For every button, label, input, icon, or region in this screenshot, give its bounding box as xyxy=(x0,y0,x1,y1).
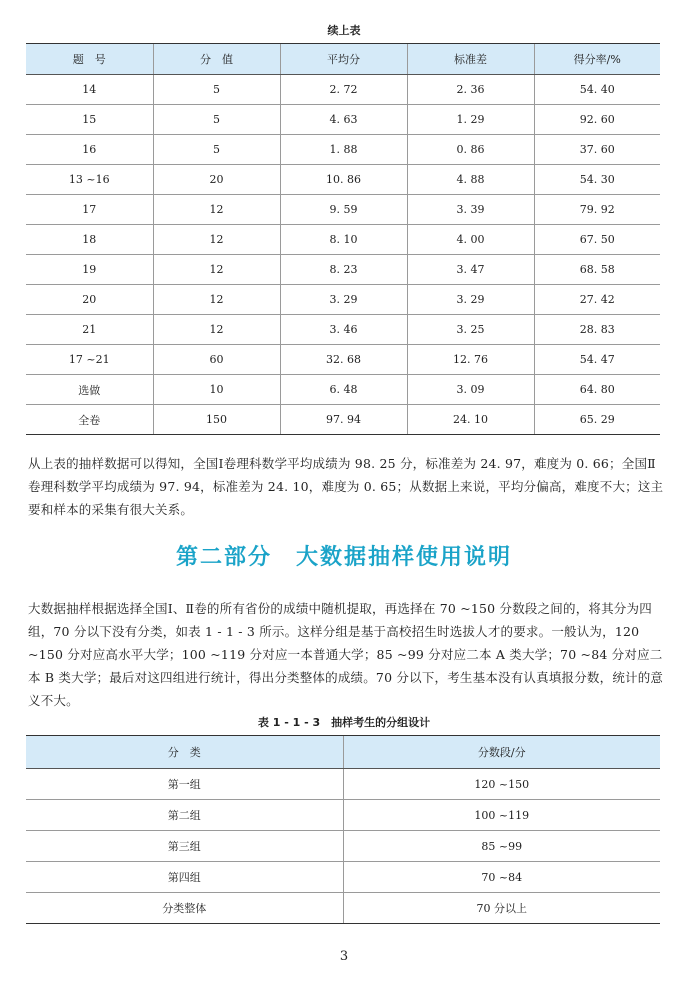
table-cell: 150 xyxy=(153,405,280,435)
table-cell: 54. 47 xyxy=(534,345,660,375)
table-cell: 12 xyxy=(153,255,280,285)
table-row xyxy=(26,225,660,255)
table-cell: 37. 60 xyxy=(534,135,660,165)
sampling-description-paragraph: 大数据抽样根据选择全国Ⅰ、Ⅱ卷的所有省份的成绩中随机提取，再选择在 70 ~150 分数段之间的，将其分为四组，70 分以下没有分类，如表 1 - 1 - 3 所示。这样分组是基于高校招生时选拔人才的要求。一般认为，120 ~150 分对应高水平大学；100 ~119 分对应一本普通大学；85 ~99 分对应二本 A 类大学；70 ~84 分对应二本 B 类大学；最后对这四组进行统计，得出分类整体的成绩。70 分以下，考生基本没有认真填报分数，统计的意义不大。 xyxy=(28,601,664,708)
table-cell: 全卷 xyxy=(26,405,153,435)
table-cell: 79. 92 xyxy=(534,195,660,225)
table-row xyxy=(26,285,660,315)
grouping-design-table xyxy=(26,735,660,924)
table-continuation-caption: 续上表 xyxy=(327,24,361,37)
table-row xyxy=(26,315,660,345)
table-cell: 17 ~21 xyxy=(26,345,153,375)
table-cell: 68. 58 xyxy=(534,255,660,285)
table-header-row xyxy=(26,44,660,75)
table-row xyxy=(26,831,660,862)
table-cell: 4. 88 xyxy=(407,165,534,195)
table-cell: 5 xyxy=(153,135,280,165)
table-cell: 5 xyxy=(153,105,280,135)
table-cell: 1. 29 xyxy=(407,105,534,135)
table-cell: 5 xyxy=(153,75,280,105)
column-header: 平均分 xyxy=(280,44,407,75)
table-cell: 85 ~99 xyxy=(343,831,660,862)
table-cell: 12. 76 xyxy=(407,345,534,375)
table-cell: 1. 88 xyxy=(280,135,407,165)
table-cell: 第四组 xyxy=(26,862,343,893)
table-cell: 70 分以上 xyxy=(343,893,660,924)
table-cell: 9. 59 xyxy=(280,195,407,225)
table-cell: 65. 29 xyxy=(534,405,660,435)
table-cell: 21 xyxy=(26,315,153,345)
table-row xyxy=(26,195,660,225)
table-cell: 3. 09 xyxy=(407,375,534,405)
column-header: 标准差 xyxy=(407,44,534,75)
column-header: 题 号 xyxy=(26,44,153,75)
table-cell: 70 ~84 xyxy=(343,862,660,893)
table-row xyxy=(26,375,660,405)
table-cell: 第三组 xyxy=(26,831,343,862)
table-cell: 20 xyxy=(26,285,153,315)
table-row xyxy=(26,75,660,105)
table-cell: 3. 29 xyxy=(280,285,407,315)
table-cell: 20 xyxy=(153,165,280,195)
table-row xyxy=(26,769,660,800)
table-cell: 3. 39 xyxy=(407,195,534,225)
table-row xyxy=(26,800,660,831)
table-cell: 3. 47 xyxy=(407,255,534,285)
table-cell: 54. 30 xyxy=(534,165,660,195)
section-title: 第二部分 大数据抽样使用说明 xyxy=(175,545,512,570)
table-cell: 92. 60 xyxy=(534,105,660,135)
table-cell: 10. 86 xyxy=(280,165,407,195)
table-cell: 120 ~150 xyxy=(343,769,660,800)
table-row xyxy=(26,893,660,924)
table-cell: 32. 68 xyxy=(280,345,407,375)
table-row xyxy=(26,862,660,893)
table-header-row xyxy=(26,736,660,769)
analysis-paragraph: 从上表的抽样数据可以得知，全国Ⅰ卷理科数学平均成绩为 98. 25 分，标准差为 24. 97，难度为 0. 66；全国Ⅱ卷理科数学平均成绩为 97. 94，标准差为 24. 10，难度为 0. 65；从数据上来说，平均分偏高，难度不大；这主要和样本的采集有很大关系。 xyxy=(28,456,664,517)
table-cell: 67. 50 xyxy=(534,225,660,255)
table-cell: 12 xyxy=(153,315,280,345)
table-cell: 18 xyxy=(26,225,153,255)
table-cell: 15 xyxy=(26,105,153,135)
table-cell: 17 xyxy=(26,195,153,225)
table-cell: 12 xyxy=(153,225,280,255)
table-cell: 6. 48 xyxy=(280,375,407,405)
table-cell: 13 ~16 xyxy=(26,165,153,195)
table-cell: 19 xyxy=(26,255,153,285)
score-statistics-table xyxy=(26,43,660,435)
table-row xyxy=(26,255,660,285)
table-cell: 3. 46 xyxy=(280,315,407,345)
table-cell: 4. 00 xyxy=(407,225,534,255)
table-cell: 第一组 xyxy=(26,769,343,800)
table-cell: 第二组 xyxy=(26,800,343,831)
table-cell: 14 xyxy=(26,75,153,105)
table-row xyxy=(26,345,660,375)
table-cell: 4. 63 xyxy=(280,105,407,135)
table-cell: 2. 72 xyxy=(280,75,407,105)
table-cell: 64. 80 xyxy=(534,375,660,405)
column-header: 得分率/% xyxy=(534,44,660,75)
table-cell: 8. 23 xyxy=(280,255,407,285)
table-cell: 28. 83 xyxy=(534,315,660,345)
table-cell: 分类整体 xyxy=(26,893,343,924)
column-header: 分 类 xyxy=(26,736,343,769)
table-cell: 12 xyxy=(153,195,280,225)
table-cell: 60 xyxy=(153,345,280,375)
table-cell: 8. 10 xyxy=(280,225,407,255)
table-row xyxy=(26,405,660,435)
table-cell: 54. 40 xyxy=(534,75,660,105)
table-row xyxy=(26,135,660,165)
page-number: 3 xyxy=(339,949,349,964)
table-cell: 16 xyxy=(26,135,153,165)
table-cell: 选做 xyxy=(26,375,153,405)
table-cell: 2. 36 xyxy=(407,75,534,105)
table-cell: 27. 42 xyxy=(534,285,660,315)
table-cell: 3. 29 xyxy=(407,285,534,315)
table-cell: 24. 10 xyxy=(407,405,534,435)
table-cell: 0. 86 xyxy=(407,135,534,165)
table-cell: 100 ~119 xyxy=(343,800,660,831)
table-cell: 10 xyxy=(153,375,280,405)
table-row xyxy=(26,165,660,195)
table-cell: 97. 94 xyxy=(280,405,407,435)
table-row xyxy=(26,105,660,135)
column-header: 分 值 xyxy=(153,44,280,75)
table-cell: 12 xyxy=(153,285,280,315)
table-cell: 3. 25 xyxy=(407,315,534,345)
table-caption: 表 1 - 1 - 3 抽样考生的分组设计 xyxy=(257,716,431,729)
column-header: 分数段/分 xyxy=(343,736,660,769)
